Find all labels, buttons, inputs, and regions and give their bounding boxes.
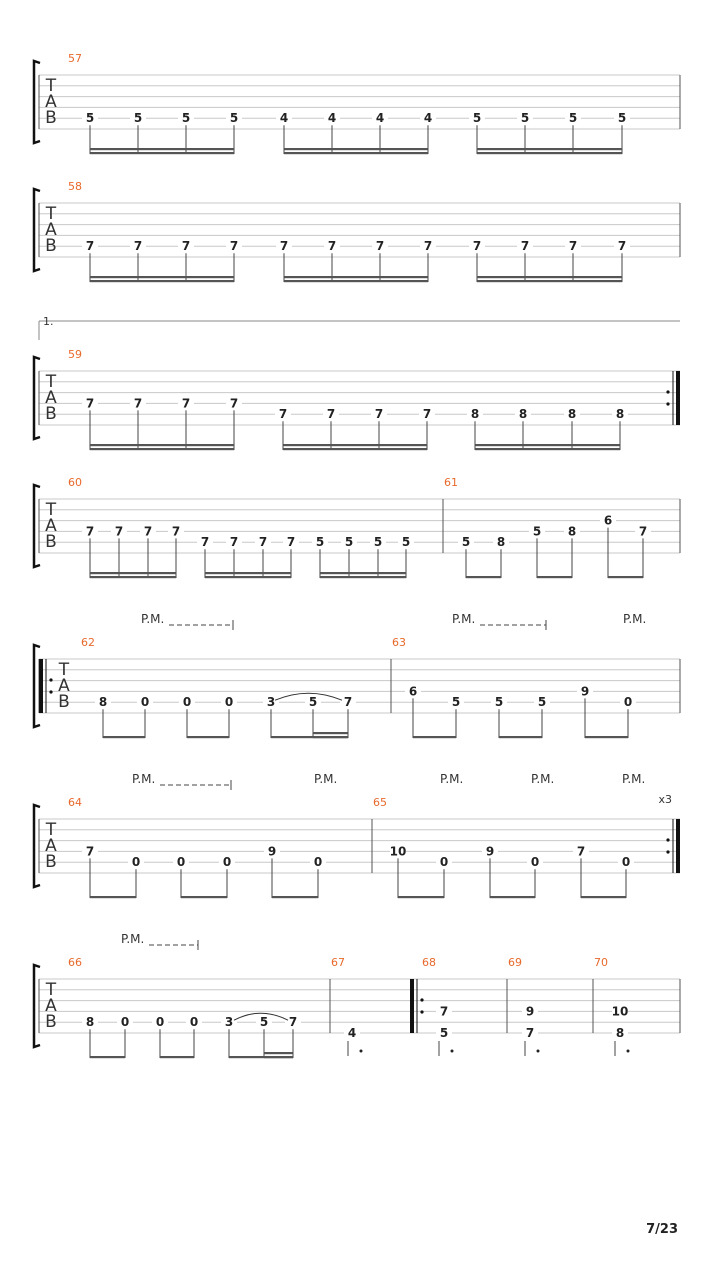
fret-number: 5 xyxy=(617,111,627,126)
beam xyxy=(160,1056,194,1058)
page-number: 7/23 xyxy=(646,1222,678,1237)
fret-number: 9 xyxy=(580,684,590,699)
tab-system-2 xyxy=(34,315,680,450)
fret-number: 5 xyxy=(568,111,578,126)
duration-dot xyxy=(627,1050,630,1053)
fret-number: 5 xyxy=(401,535,411,550)
duration-dot xyxy=(360,1050,363,1053)
beam xyxy=(477,152,622,154)
measure-number: 58 xyxy=(68,180,82,193)
beam xyxy=(313,732,348,734)
measure-number: 67 xyxy=(331,956,345,969)
fret-number: 5 xyxy=(520,111,530,126)
fret-number: 5 xyxy=(439,1026,449,1040)
beam xyxy=(581,896,626,898)
beam xyxy=(90,148,234,150)
tab-clef-a: A xyxy=(45,220,57,240)
fret-number: 9 xyxy=(267,844,277,859)
tab-clef-b: B xyxy=(45,236,57,256)
tab-clef-b: B xyxy=(45,532,57,552)
fret-number: 7 xyxy=(278,407,288,422)
fret-number: 7 xyxy=(422,407,432,422)
measure-number: 64 xyxy=(68,796,82,809)
tab-system-1 xyxy=(34,180,680,282)
repeat-dot xyxy=(420,998,423,1001)
fret-number: 7 xyxy=(85,524,95,539)
tab-clef-t: T xyxy=(45,76,57,96)
beam xyxy=(477,280,622,282)
tab-clef-t: T xyxy=(45,204,57,224)
beam xyxy=(284,276,428,278)
palm-mute-label: P.M. xyxy=(623,612,647,626)
fret-number: 4 xyxy=(347,1026,357,1040)
beam xyxy=(205,572,291,574)
beam xyxy=(90,276,234,278)
repeat-dot xyxy=(420,1010,423,1013)
fret-number: 8 xyxy=(470,407,480,422)
volta-label: 1. xyxy=(43,315,54,328)
measure-number: 68 xyxy=(422,956,436,969)
fret-number: 8 xyxy=(615,1026,625,1040)
measure-number: 66 xyxy=(68,956,82,969)
fret-number: 0 xyxy=(176,855,186,870)
fret-number: 7 xyxy=(375,239,385,254)
tab-system-6 xyxy=(34,932,680,1058)
fret-number: 0 xyxy=(439,855,449,870)
tab-clef-a: A xyxy=(45,996,57,1016)
fret-number: 8 xyxy=(567,524,577,539)
fret-number: 7 xyxy=(576,844,586,859)
repeat-dot xyxy=(666,850,669,853)
measure-number: 61 xyxy=(444,476,458,489)
fret-number: 5 xyxy=(494,695,504,710)
palm-mute-label: P.M. xyxy=(141,612,165,626)
fret-number: 5 xyxy=(472,111,482,126)
fret-number: 0 xyxy=(140,695,150,710)
beam xyxy=(477,148,622,150)
repeat-end-thick xyxy=(676,371,680,425)
tab-system-3 xyxy=(34,476,680,578)
beam xyxy=(272,896,318,898)
fret-number: 7 xyxy=(288,1015,298,1030)
fret-number: 3 xyxy=(224,1015,234,1030)
fret-number: 0 xyxy=(224,695,234,710)
fret-number: 7 xyxy=(374,407,384,422)
beam xyxy=(187,736,229,738)
beam xyxy=(320,576,406,578)
fret-number: 0 xyxy=(313,855,323,870)
fret-number: 7 xyxy=(181,239,191,254)
fret-number: 7 xyxy=(143,524,153,539)
palm-mute-label: P.M. xyxy=(531,772,555,786)
fret-number: 4 xyxy=(279,111,289,126)
fret-number: 5 xyxy=(451,695,461,710)
repeat-start-thick xyxy=(410,979,414,1033)
tab-clef-b: B xyxy=(45,1012,57,1032)
tab-system-5 xyxy=(34,772,680,898)
beam xyxy=(90,280,234,282)
repeat-dot xyxy=(666,402,669,405)
beam xyxy=(313,736,348,738)
fret-number: 0 xyxy=(182,695,192,710)
repeat-dot xyxy=(49,690,52,693)
fret-number: 5 xyxy=(181,111,191,126)
fret-number: 0 xyxy=(222,855,232,870)
repeat-count: x3 xyxy=(658,793,672,806)
tab-system-4 xyxy=(34,612,680,738)
measure-number: 62 xyxy=(81,636,95,649)
beam xyxy=(90,152,234,154)
beam xyxy=(475,448,620,450)
beam xyxy=(90,896,136,898)
measure-number: 59 xyxy=(68,348,82,361)
beam xyxy=(181,896,227,898)
fret-number: 7 xyxy=(85,396,95,411)
fret-number: 5 xyxy=(308,695,318,710)
beam xyxy=(90,448,234,450)
fret-number: 4 xyxy=(327,111,337,126)
fret-number: 7 xyxy=(133,239,143,254)
fret-number: 5 xyxy=(373,535,383,550)
fret-number: 5 xyxy=(344,535,354,550)
fret-number: 5 xyxy=(85,111,95,126)
fret-number: 0 xyxy=(623,695,633,710)
fret-number: 9 xyxy=(525,1004,535,1019)
fret-number: 9 xyxy=(485,844,495,859)
repeat-dot xyxy=(666,390,669,393)
fret-number: 6 xyxy=(603,513,613,528)
palm-mute-label: P.M. xyxy=(622,772,646,786)
fret-number: 5 xyxy=(532,524,542,539)
fret-number: 6 xyxy=(408,684,418,699)
beam xyxy=(320,572,406,574)
fret-number: 7 xyxy=(326,407,336,422)
fret-number: 7 xyxy=(181,396,191,411)
fret-number: 7 xyxy=(133,396,143,411)
fret-number: 8 xyxy=(615,407,625,422)
tab-clef-b: B xyxy=(58,692,70,712)
measure-number: 70 xyxy=(594,956,608,969)
fret-number: 3 xyxy=(266,695,276,710)
beam xyxy=(608,576,643,578)
tab-clef-a: A xyxy=(45,92,57,112)
beam xyxy=(283,444,427,446)
fret-number: 7 xyxy=(279,239,289,254)
beam xyxy=(284,148,428,150)
fret-number: 8 xyxy=(518,407,528,422)
measure-number: 60 xyxy=(68,476,82,489)
fret-number: 7 xyxy=(258,535,268,550)
duration-dot xyxy=(451,1050,454,1053)
tab-clef-a: A xyxy=(45,388,57,408)
fret-number: 5 xyxy=(537,695,547,710)
tab-clef-t: T xyxy=(45,820,57,840)
repeat-dot xyxy=(49,678,52,681)
tab-clef-a: A xyxy=(45,516,57,536)
fret-number: 5 xyxy=(259,1015,269,1030)
fret-number: 0 xyxy=(530,855,540,870)
beam xyxy=(466,576,501,578)
fret-number: 7 xyxy=(229,396,239,411)
tab-clef-t: T xyxy=(58,660,70,680)
fret-number: 0 xyxy=(131,855,141,870)
fret-number: 4 xyxy=(423,111,433,126)
beam xyxy=(490,896,535,898)
measure-number: 63 xyxy=(392,636,406,649)
tab-clef-t: T xyxy=(45,500,57,520)
fret-number: 7 xyxy=(472,239,482,254)
beam xyxy=(90,1056,125,1058)
beam xyxy=(205,576,291,578)
fret-number: 0 xyxy=(189,1015,199,1030)
beam xyxy=(499,736,542,738)
fret-number: 8 xyxy=(496,535,506,550)
measure-number: 69 xyxy=(508,956,522,969)
tab-clef-b: B xyxy=(45,852,57,872)
fret-number: 7 xyxy=(171,524,181,539)
fret-number: 8 xyxy=(98,695,108,710)
fret-number: 7 xyxy=(85,844,95,859)
measure-number: 57 xyxy=(68,52,82,65)
fret-number: 7 xyxy=(85,239,95,254)
fret-number: 4 xyxy=(375,111,385,126)
fret-number: 7 xyxy=(617,239,627,254)
tab-clef-t: T xyxy=(45,372,57,392)
beam xyxy=(264,1056,293,1058)
fret-number: 7 xyxy=(200,535,210,550)
fret-number: 0 xyxy=(120,1015,130,1030)
fret-number: 8 xyxy=(567,407,577,422)
fret-number: 7 xyxy=(286,535,296,550)
beam xyxy=(264,1052,293,1054)
beam xyxy=(90,444,234,446)
fret-number: 10 xyxy=(611,1004,629,1019)
tab-clef-b: B xyxy=(45,108,57,128)
fret-number: 10 xyxy=(389,844,407,859)
fret-number: 5 xyxy=(133,111,143,126)
fret-number: 7 xyxy=(229,239,239,254)
repeat-start-thick xyxy=(39,659,43,713)
tab-clef-a: A xyxy=(58,676,70,696)
tab-system-0 xyxy=(34,52,680,154)
repeat-dot xyxy=(666,838,669,841)
fret-number: 7 xyxy=(423,239,433,254)
beam xyxy=(284,152,428,154)
beam xyxy=(90,576,176,578)
beam xyxy=(585,736,628,738)
beam xyxy=(284,280,428,282)
fret-number: 5 xyxy=(315,535,325,550)
fret-number: 7 xyxy=(520,239,530,254)
palm-mute-label: P.M. xyxy=(440,772,464,786)
palm-mute-label: P.M. xyxy=(132,772,156,786)
fret-number: 0 xyxy=(155,1015,165,1030)
measure-number: 65 xyxy=(373,796,387,809)
fret-number: 7 xyxy=(439,1004,449,1019)
tab-clef-a: A xyxy=(45,836,57,856)
fret-number: 7 xyxy=(114,524,124,539)
tab-clef-b: B xyxy=(45,404,57,424)
beam xyxy=(413,736,456,738)
duration-dot xyxy=(537,1050,540,1053)
fret-number: 7 xyxy=(638,524,648,539)
palm-mute-label: P.M. xyxy=(314,772,338,786)
fret-number: 5 xyxy=(229,111,239,126)
tab-clef-t: T xyxy=(45,980,57,1000)
fret-number: 7 xyxy=(568,239,578,254)
fret-number: 7 xyxy=(525,1026,535,1040)
beam xyxy=(283,448,427,450)
fret-number: 7 xyxy=(343,695,353,710)
fret-number: 8 xyxy=(85,1015,95,1030)
fret-number: 5 xyxy=(461,535,471,550)
beam xyxy=(103,736,145,738)
palm-mute-label: P.M. xyxy=(452,612,476,626)
beam xyxy=(398,896,444,898)
palm-mute-label: P.M. xyxy=(121,932,145,946)
beam xyxy=(90,572,176,574)
repeat-end-thick xyxy=(676,819,680,873)
beam xyxy=(477,276,622,278)
beam xyxy=(475,444,620,446)
fret-number: 7 xyxy=(229,535,239,550)
fret-number: 7 xyxy=(327,239,337,254)
beam xyxy=(537,576,572,578)
fret-number: 0 xyxy=(621,855,631,870)
